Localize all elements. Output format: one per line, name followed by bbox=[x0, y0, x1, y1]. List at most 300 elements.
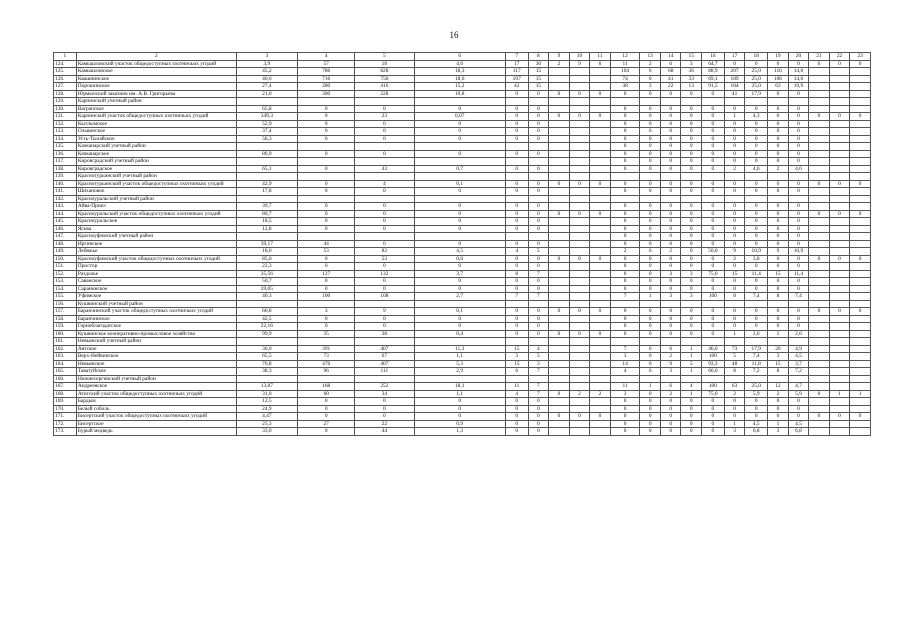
value-cell: 6 bbox=[660, 60, 681, 68]
column-header: 5 bbox=[355, 53, 414, 61]
value-cell bbox=[850, 225, 871, 233]
value-cell bbox=[236, 233, 298, 241]
value-cell: 0 bbox=[768, 210, 789, 218]
value-cell: 0 bbox=[298, 210, 355, 218]
value-cell: 0 bbox=[702, 398, 725, 406]
value-cell: 57 bbox=[298, 60, 355, 68]
column-header: 18 bbox=[745, 53, 768, 61]
value-cell: 2 bbox=[724, 390, 745, 398]
value-cell: 0 bbox=[505, 413, 528, 421]
value-cell: 0 bbox=[640, 150, 661, 158]
value-cell: 3,8 bbox=[745, 255, 768, 263]
value-cell: 0 bbox=[809, 60, 830, 68]
row-number-cell: 171. bbox=[54, 413, 77, 421]
value-cell: 0 bbox=[788, 233, 809, 241]
value-cell bbox=[660, 375, 681, 383]
value-cell bbox=[768, 338, 789, 346]
value-cell: 0 bbox=[768, 405, 789, 413]
value-cell bbox=[809, 75, 830, 83]
value-cell bbox=[549, 323, 570, 331]
value-cell: 8 bbox=[768, 368, 789, 376]
value-cell: 11,4 bbox=[745, 270, 768, 278]
value-cell: 0 bbox=[298, 323, 355, 331]
value-cell: 2 bbox=[610, 248, 640, 256]
value-cell bbox=[809, 68, 830, 76]
value-cell bbox=[850, 428, 871, 436]
value-cell: 3 bbox=[681, 60, 702, 68]
value-cell bbox=[809, 203, 830, 211]
value-cell: 0 bbox=[660, 113, 681, 121]
value-cell: 0 bbox=[640, 390, 661, 398]
value-cell: 0 bbox=[724, 120, 745, 128]
value-cell: 0 bbox=[745, 413, 768, 421]
area-name-cell: Белый соболь bbox=[76, 405, 236, 413]
value-cell bbox=[569, 278, 590, 286]
value-cell: 0 bbox=[788, 278, 809, 286]
value-cell bbox=[809, 330, 830, 338]
value-cell: 3,9 bbox=[236, 60, 298, 68]
value-cell: 116 bbox=[768, 68, 789, 76]
value-cell bbox=[809, 225, 830, 233]
value-cell bbox=[549, 300, 570, 308]
value-cell bbox=[660, 338, 681, 346]
value-cell: 104 bbox=[724, 83, 745, 91]
value-cell: 0 bbox=[702, 135, 725, 143]
value-cell: 0 bbox=[528, 150, 549, 158]
value-cell bbox=[569, 263, 590, 271]
value-cell: 3 bbox=[681, 270, 702, 278]
value-cell: 4 bbox=[610, 368, 640, 376]
value-cell bbox=[590, 173, 611, 181]
value-cell: 35 bbox=[298, 330, 355, 338]
value-cell: 0 bbox=[660, 120, 681, 128]
value-cell bbox=[569, 173, 590, 181]
value-cell: 10,9 bbox=[745, 248, 768, 256]
value-cell: 0 bbox=[528, 120, 549, 128]
value-cell bbox=[298, 233, 355, 241]
value-cell bbox=[549, 278, 570, 286]
value-cell: 0 bbox=[660, 428, 681, 436]
value-cell bbox=[788, 195, 809, 203]
value-cell bbox=[610, 98, 640, 106]
area-name-cell: Саранинское bbox=[76, 285, 236, 293]
value-cell bbox=[829, 135, 850, 143]
value-cell: 0 bbox=[809, 113, 830, 121]
value-cell: 0 bbox=[681, 128, 702, 136]
value-cell bbox=[549, 158, 570, 166]
value-cell: 0 bbox=[528, 180, 549, 188]
value-cell: 64,7 bbox=[702, 60, 725, 68]
value-cell: 0 bbox=[528, 420, 549, 428]
row-number-cell: 147. bbox=[54, 233, 77, 241]
table-row bbox=[54, 315, 871, 323]
value-cell: 0 bbox=[528, 405, 549, 413]
value-cell: 63 bbox=[724, 383, 745, 391]
value-cell bbox=[590, 345, 611, 353]
value-cell: 0 bbox=[528, 278, 549, 286]
value-cell: 0 bbox=[809, 308, 830, 316]
value-cell: 0 bbox=[414, 128, 505, 136]
value-cell: 18,0 bbox=[236, 248, 298, 256]
value-cell: 1 bbox=[640, 383, 661, 391]
value-cell bbox=[850, 105, 871, 113]
table-row bbox=[54, 398, 871, 406]
value-cell: 0 bbox=[660, 285, 681, 293]
value-cell: 0 bbox=[640, 225, 661, 233]
value-cell: 17,8 bbox=[236, 188, 298, 196]
value-cell bbox=[610, 375, 640, 383]
value-cell bbox=[590, 68, 611, 76]
value-cell: 0 bbox=[528, 225, 549, 233]
value-cell: 0 bbox=[298, 263, 355, 271]
value-cell: 0 bbox=[681, 90, 702, 98]
value-cell: 0 bbox=[702, 113, 725, 121]
value-cell bbox=[236, 195, 298, 203]
value-cell: 0 bbox=[745, 158, 768, 166]
value-cell bbox=[549, 240, 570, 248]
table-row bbox=[54, 150, 871, 158]
value-cell: 3 bbox=[660, 270, 681, 278]
value-cell: 53 bbox=[298, 248, 355, 256]
value-cell bbox=[809, 135, 830, 143]
value-cell: 5 bbox=[724, 353, 745, 361]
value-cell bbox=[850, 135, 871, 143]
value-cell: 0 bbox=[702, 210, 725, 218]
value-cell bbox=[829, 368, 850, 376]
value-cell: 0 bbox=[610, 428, 640, 436]
value-cell bbox=[809, 120, 830, 128]
value-cell: 0 bbox=[809, 255, 830, 263]
value-cell: 0 bbox=[569, 90, 590, 98]
value-cell: 17,9 bbox=[745, 90, 768, 98]
value-cell: 0 bbox=[640, 240, 661, 248]
value-cell: 2 bbox=[660, 390, 681, 398]
value-cell: 0 bbox=[610, 413, 640, 421]
value-cell: 7,4 bbox=[745, 293, 768, 301]
value-cell: 7 bbox=[610, 293, 640, 301]
row-number-cell: 163. bbox=[54, 353, 77, 361]
value-cell: 0 bbox=[681, 240, 702, 248]
value-cell bbox=[355, 375, 414, 383]
value-cell bbox=[829, 128, 850, 136]
table-row bbox=[54, 278, 871, 286]
value-cell bbox=[702, 338, 725, 346]
value-cell bbox=[829, 360, 850, 368]
value-cell: 2 bbox=[640, 60, 661, 68]
value-cell: 42 bbox=[505, 83, 528, 91]
table-body bbox=[54, 60, 871, 435]
value-cell: 0 bbox=[505, 225, 528, 233]
value-cell: 4,6 bbox=[414, 60, 505, 68]
value-cell: 0 bbox=[660, 308, 681, 316]
value-cell: 0 bbox=[702, 158, 725, 166]
value-cell: 828 bbox=[355, 68, 414, 76]
value-cell: 0 bbox=[528, 218, 549, 226]
value-cell bbox=[569, 68, 590, 76]
value-cell: 0 bbox=[505, 278, 528, 286]
value-cell: 2 bbox=[660, 353, 681, 361]
row-number-cell: 145. bbox=[54, 218, 77, 226]
value-cell: 1 bbox=[681, 368, 702, 376]
table-row bbox=[54, 263, 871, 271]
value-cell bbox=[569, 353, 590, 361]
value-cell: 1 bbox=[724, 113, 745, 121]
value-cell: 0 bbox=[788, 150, 809, 158]
value-cell bbox=[809, 405, 830, 413]
area-name-cell: Таватуйское bbox=[76, 368, 236, 376]
value-cell: 0 bbox=[724, 135, 745, 143]
value-cell bbox=[809, 345, 830, 353]
value-cell bbox=[850, 383, 871, 391]
value-cell: 2,6 bbox=[788, 330, 809, 338]
value-cell: 11,3 bbox=[414, 345, 505, 353]
value-cell bbox=[549, 270, 570, 278]
column-header: 22 bbox=[829, 53, 850, 61]
value-cell: 0 bbox=[414, 218, 505, 226]
value-cell: 0 bbox=[610, 90, 640, 98]
value-cell: 416 bbox=[355, 83, 414, 91]
value-cell: 0 bbox=[505, 420, 528, 428]
value-cell: 0 bbox=[505, 90, 528, 98]
value-cell: 0 bbox=[355, 105, 414, 113]
value-cell: 0 bbox=[298, 255, 355, 263]
value-cell bbox=[809, 128, 830, 136]
value-cell bbox=[681, 300, 702, 308]
value-cell bbox=[745, 338, 768, 346]
value-cell bbox=[549, 195, 570, 203]
value-cell: 0 bbox=[414, 210, 505, 218]
value-cell bbox=[590, 270, 611, 278]
column-header: 15 bbox=[681, 53, 702, 61]
area-name-cell: Кушвинский учетный район bbox=[76, 300, 236, 308]
value-cell bbox=[850, 315, 871, 323]
value-cell bbox=[681, 338, 702, 346]
value-cell: 104 bbox=[610, 68, 640, 76]
value-cell: 0 bbox=[681, 323, 702, 331]
value-cell: 0 bbox=[681, 315, 702, 323]
value-cell: 0 bbox=[610, 135, 640, 143]
value-cell bbox=[569, 135, 590, 143]
value-cell: 0 bbox=[528, 315, 549, 323]
value-cell: 0 bbox=[745, 60, 768, 68]
value-cell bbox=[528, 173, 549, 181]
value-cell bbox=[829, 225, 850, 233]
value-cell: 0 bbox=[702, 428, 725, 436]
row-number-cell: 128. bbox=[54, 90, 77, 98]
value-cell: 12 bbox=[768, 383, 789, 391]
value-cell bbox=[236, 173, 298, 181]
value-cell: 0 bbox=[788, 210, 809, 218]
value-cell bbox=[850, 98, 871, 106]
value-cell bbox=[829, 323, 850, 331]
value-cell: 0 bbox=[660, 90, 681, 98]
value-cell: 1,1 bbox=[414, 353, 505, 361]
value-cell: 0 bbox=[724, 398, 745, 406]
value-cell: 36,0 bbox=[236, 345, 298, 353]
value-cell: 0 bbox=[590, 210, 611, 218]
value-cell bbox=[660, 195, 681, 203]
value-cell: 0 bbox=[590, 180, 611, 188]
value-cell: 0 bbox=[640, 143, 661, 151]
row-number-cell: 135. bbox=[54, 143, 77, 151]
value-cell bbox=[809, 233, 830, 241]
value-cell: 11,8 bbox=[745, 360, 768, 368]
value-cell: 1,3 bbox=[414, 428, 505, 436]
value-cell: 0 bbox=[505, 323, 528, 331]
value-cell bbox=[850, 330, 871, 338]
value-cell: 5,9 bbox=[788, 390, 809, 398]
value-cell bbox=[829, 173, 850, 181]
value-cell: 0 bbox=[640, 405, 661, 413]
value-cell bbox=[788, 300, 809, 308]
value-cell bbox=[829, 398, 850, 406]
area-name-cell: Кушвинское кооперативно-промысловое хозяйство bbox=[76, 330, 236, 338]
value-cell bbox=[549, 383, 570, 391]
value-cell: 0 bbox=[298, 150, 355, 158]
value-cell bbox=[549, 128, 570, 136]
value-cell bbox=[829, 345, 850, 353]
table-row bbox=[54, 428, 871, 436]
value-cell: 0 bbox=[640, 113, 661, 121]
value-cell bbox=[829, 203, 850, 211]
value-cell bbox=[660, 98, 681, 106]
value-cell: 0 bbox=[549, 330, 570, 338]
value-cell: 60 bbox=[298, 390, 355, 398]
value-cell: 43 bbox=[355, 165, 414, 173]
value-cell: 0 bbox=[745, 143, 768, 151]
value-cell: 3 bbox=[298, 308, 355, 316]
value-cell: 0 bbox=[528, 210, 549, 218]
row-number-cell: 131. bbox=[54, 113, 77, 121]
value-cell bbox=[809, 195, 830, 203]
value-cell bbox=[809, 353, 830, 361]
value-cell bbox=[549, 345, 570, 353]
row-number-cell: 160. bbox=[54, 330, 77, 338]
value-cell: 0 bbox=[788, 120, 809, 128]
value-cell: 13 bbox=[681, 83, 702, 91]
value-cell: 0 bbox=[768, 285, 789, 293]
value-cell: 0 bbox=[355, 263, 414, 271]
table-row bbox=[54, 158, 871, 166]
value-cell bbox=[809, 98, 830, 106]
value-cell bbox=[590, 195, 611, 203]
value-cell bbox=[681, 375, 702, 383]
column-header: 11 bbox=[590, 53, 611, 61]
value-cell: 2,6 bbox=[745, 330, 768, 338]
value-cell bbox=[702, 98, 725, 106]
value-cell bbox=[660, 173, 681, 181]
value-cell: 73 bbox=[298, 353, 355, 361]
table-row bbox=[54, 323, 871, 331]
value-cell: 0 bbox=[702, 308, 725, 316]
value-cell: 0 bbox=[640, 308, 661, 316]
value-cell: 0 bbox=[355, 188, 414, 196]
value-cell: 0 bbox=[505, 240, 528, 248]
value-cell: 0 bbox=[640, 105, 661, 113]
value-cell bbox=[569, 165, 590, 173]
row-number-cell: 152. bbox=[54, 270, 77, 278]
value-cell: 0 bbox=[768, 263, 789, 271]
value-cell bbox=[788, 338, 809, 346]
value-cell: 0 bbox=[590, 90, 611, 98]
value-cell bbox=[724, 375, 745, 383]
row-number-cell: 169. bbox=[54, 398, 77, 406]
row-number-cell: 125. bbox=[54, 68, 77, 76]
value-cell bbox=[850, 345, 871, 353]
value-cell bbox=[549, 338, 570, 346]
value-cell bbox=[590, 293, 611, 301]
value-cell bbox=[829, 293, 850, 301]
table-row bbox=[54, 300, 871, 308]
value-cell: 45,2 bbox=[236, 68, 298, 76]
value-cell bbox=[528, 338, 549, 346]
value-cell: 0 bbox=[768, 128, 789, 136]
value-cell: 0 bbox=[702, 188, 725, 196]
value-cell bbox=[850, 195, 871, 203]
row-number-cell: 167. bbox=[54, 383, 77, 391]
value-cell: 0 bbox=[355, 150, 414, 158]
row-number-cell: 153. bbox=[54, 278, 77, 286]
area-name-cell: Горноблагодатское bbox=[76, 323, 236, 331]
value-cell: 0 bbox=[640, 263, 661, 271]
value-cell: 0 bbox=[809, 210, 830, 218]
value-cell: 0 bbox=[298, 188, 355, 196]
value-cell bbox=[355, 233, 414, 241]
value-cell: 0 bbox=[829, 413, 850, 421]
value-cell: 0 bbox=[355, 398, 414, 406]
value-cell: 53 bbox=[355, 255, 414, 263]
value-cell: 0 bbox=[505, 428, 528, 436]
value-cell: 0 bbox=[768, 180, 789, 188]
value-cell: 0 bbox=[590, 330, 611, 338]
value-cell: 0 bbox=[702, 315, 725, 323]
value-cell bbox=[590, 233, 611, 241]
value-cell bbox=[590, 128, 611, 136]
value-cell: 0 bbox=[569, 113, 590, 121]
value-cell: 0 bbox=[414, 135, 505, 143]
value-cell: 3 bbox=[610, 390, 640, 398]
value-cell: 0 bbox=[549, 90, 570, 98]
value-cell: 73 bbox=[724, 345, 745, 353]
value-cell bbox=[590, 375, 611, 383]
value-cell bbox=[355, 300, 414, 308]
value-cell: 40,3 bbox=[236, 293, 298, 301]
value-cell: 23 bbox=[355, 113, 414, 121]
column-header: 19 bbox=[768, 53, 789, 61]
column-header: 14 bbox=[660, 53, 681, 61]
value-cell bbox=[569, 405, 590, 413]
value-cell: 0 bbox=[505, 105, 528, 113]
value-cell bbox=[809, 368, 830, 376]
value-cell: 0 bbox=[505, 165, 528, 173]
value-cell: 0 bbox=[355, 278, 414, 286]
value-cell bbox=[569, 98, 590, 106]
value-cell: 0 bbox=[702, 330, 725, 338]
value-cell: 39,05 bbox=[236, 285, 298, 293]
value-cell bbox=[549, 293, 570, 301]
value-cell: 0 bbox=[702, 150, 725, 158]
row-number-cell: 149. bbox=[54, 248, 77, 256]
row-number-cell: 168. bbox=[54, 390, 77, 398]
value-cell: 0 bbox=[569, 210, 590, 218]
value-cell: 80,7 bbox=[236, 210, 298, 218]
value-cell bbox=[829, 188, 850, 196]
value-cell: 13,87 bbox=[236, 383, 298, 391]
value-cell bbox=[569, 300, 590, 308]
value-cell bbox=[590, 203, 611, 211]
value-cell bbox=[829, 420, 850, 428]
value-cell bbox=[505, 98, 528, 106]
